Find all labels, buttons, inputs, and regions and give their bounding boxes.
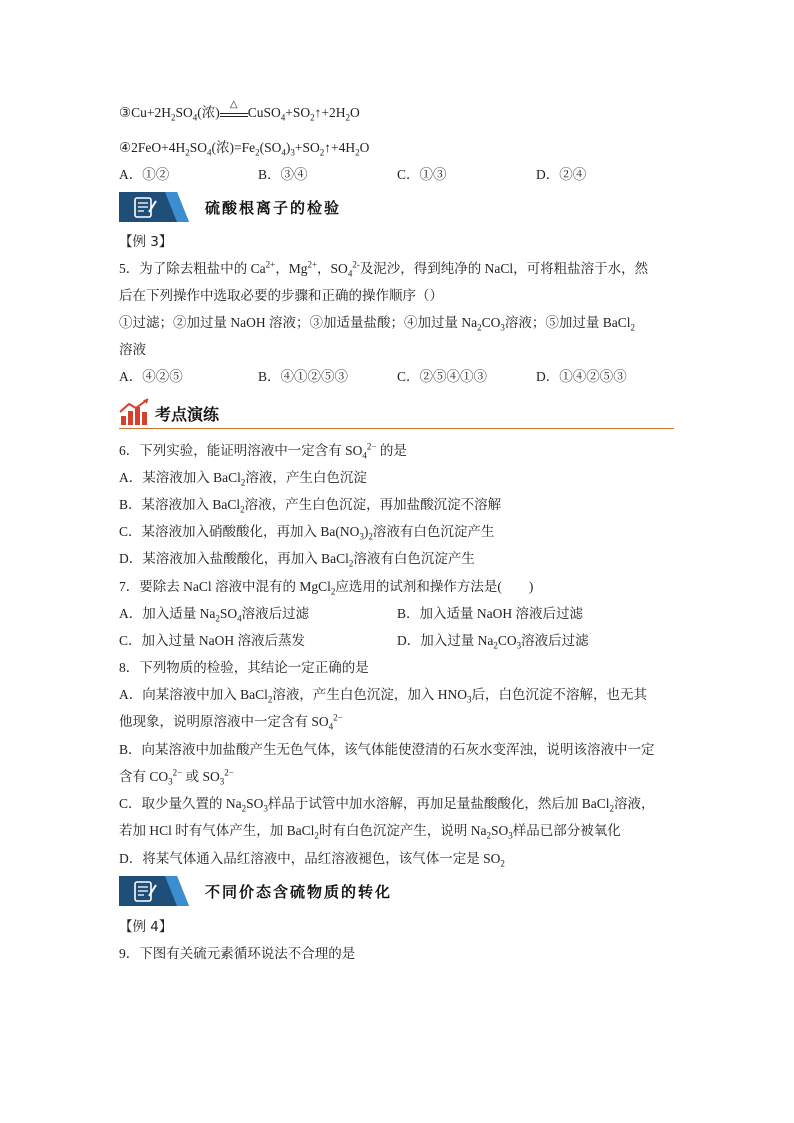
q4-eq3: $③Cu+2H_2SO_4$(浓) △ $CuSO_4+SO_2↑+2H_2O$ bbox=[119, 99, 360, 123]
q7-option-b[interactable]: B．加入适量 NaOH 溶液后过滤 bbox=[397, 606, 583, 621]
q4-option-c[interactable]: C．①③ bbox=[397, 167, 447, 182]
kaodian-title: 考点演练 bbox=[155, 405, 220, 424]
example-3-label: 【例 3】 bbox=[119, 234, 173, 250]
q7-option-d[interactable]: D．加入过量 $Na_2CO_3$溶液后过滤 bbox=[397, 633, 589, 651]
section-banner-sulfate-test bbox=[119, 192, 674, 222]
q5-steps-line1: ①过滤；②加过量 NaOH 溶液；③加适量盐酸；④加过量 $Na_2CO_3$溶液；⑤加过量 BaCl$_2$ bbox=[119, 315, 636, 333]
q5-option-b[interactable]: B．④①②⑤③ bbox=[258, 369, 349, 384]
q5-stem-line1: 5．为了除去粗盐中的 $Ca^{2+}$，$Mg^{2+}$，$SO_4^{2-}$及泥沙，得到纯净的 NaCl，可将粗盐溶于水，然 bbox=[119, 259, 649, 279]
kaodian-banner bbox=[119, 396, 674, 432]
q5-option-d[interactable]: D．①④②⑤③ bbox=[536, 369, 627, 384]
bar-chart-icon bbox=[119, 398, 151, 426]
q6-stem: 6．下列实验，能证明溶液中一定含有 $SO_4^{2-}$ 的是 bbox=[119, 441, 407, 461]
q8-option-c-line2: 若加 HCl 时有气体产生，加 BaCl$_2$时有白色沉淀产生，说明 $Na_2SO_3$样品已部分被氧化 bbox=[119, 823, 621, 841]
heat-condition-sign: △ bbox=[220, 105, 248, 117]
q8-option-b-line2: 含有 $CO_3^{2-}$ 或 $SO_3^{2-}$ bbox=[119, 767, 234, 787]
q9-stem: 9．下图有关硫元素循环说法不合理的是 bbox=[119, 946, 356, 961]
notepad-icon bbox=[119, 876, 189, 906]
q6-option-a[interactable]: A．某溶液加入 BaCl$_2$溶液，产生白色沉淀 bbox=[119, 470, 367, 488]
q5-stem-line2: 后在下列操作中选取必要的步骤和正确的操作顺序（） bbox=[119, 288, 443, 303]
q8-option-a-line1[interactable]: A．向某溶液中加入 BaCl$_2$溶液，产生白色沉淀，加入 $HNO_3$后，白色沉淀不溶解，也无其 bbox=[119, 687, 648, 705]
q8-option-a-line2: 他现象，说明原溶液中一定含有 $SO_4^{2-}$ bbox=[119, 712, 343, 732]
q5-option-a[interactable]: A．④②⑤ bbox=[119, 369, 183, 384]
section-title: 硫酸根离子的检验 bbox=[205, 199, 342, 217]
q4-option-d[interactable]: D．②④ bbox=[536, 167, 587, 182]
q8-stem: 8．下列物质的检验，其结论一定正确的是 bbox=[119, 660, 369, 675]
q6-option-c[interactable]: C．某溶液加入硝酸酸化，再加入 $Ba(NO_3)_2$溶液有白色沉淀产生 bbox=[119, 524, 495, 542]
q8-option-b-line1[interactable]: B．向某溶液中加盐酸产生无色气体，该气体能使澄清的石灰水变浑浊，说明该溶液中一定 bbox=[119, 742, 655, 757]
example-4-label: 【例 4】 bbox=[119, 919, 173, 935]
q4-eq4: $④2FeO+4H_2SO_4$(浓)$=Fe_2(SO_4)_3+SO_2↑+4H_2O$ bbox=[119, 140, 370, 158]
q7-stem: 7．要除去 NaCl 溶液中混有的 MgCl$_2$应选用的试剂和操作方法是( ) bbox=[119, 579, 534, 597]
kaodian-underline bbox=[119, 428, 674, 429]
section-title: 不同价态含硫物质的转化 bbox=[205, 883, 393, 901]
q6-option-b[interactable]: B．某溶液加入 BaCl$_2$溶液，产生白色沉淀，再加盐酸沉淀不溶解 bbox=[119, 497, 502, 515]
section-banner-sulfur-conversion bbox=[119, 876, 674, 906]
q8-option-d[interactable]: D．将某气体通入品红溶液中，品红溶液褪色，该气体一定是 $SO_2$ bbox=[119, 851, 505, 869]
q7-option-a[interactable]: A．加入适量 $Na_2SO_4$溶液后过滤 bbox=[119, 606, 310, 624]
q5-steps-line2: 溶液 bbox=[119, 342, 146, 357]
q4-option-b[interactable]: B．③④ bbox=[258, 167, 308, 182]
q5-option-c[interactable]: C．②⑤④①③ bbox=[397, 369, 488, 384]
q7-option-c[interactable]: C．加入过量 NaOH 溶液后蒸发 bbox=[119, 633, 305, 648]
q8-option-c-line1[interactable]: C．取少量久置的 $Na_2SO_3$样品于试管中加水溶解，再加足量盐酸酸化，然后加 BaCl$_2$溶液， bbox=[119, 796, 655, 814]
q4-option-a[interactable]: A．①② bbox=[119, 167, 170, 182]
notepad-icon bbox=[119, 192, 189, 222]
q6-option-d[interactable]: D．某溶液加入盐酸酸化，再加入 BaCl$_2$溶液有白色沉淀产生 bbox=[119, 551, 475, 569]
